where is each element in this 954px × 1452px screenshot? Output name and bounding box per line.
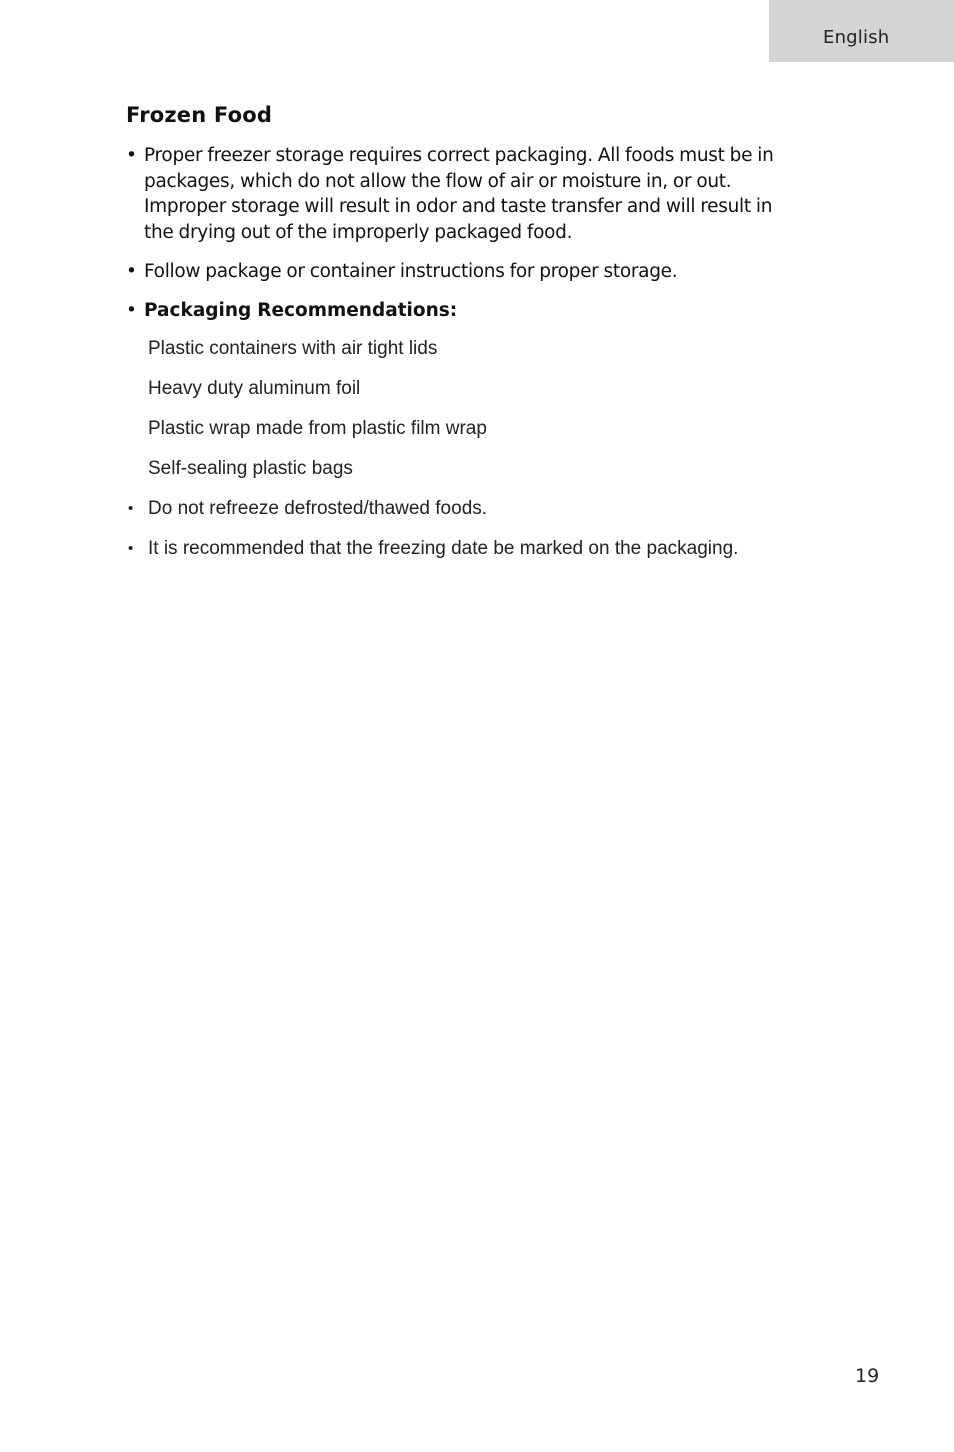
list-item-text: It is recommended that the freezing date be marked on the packaging. [148, 538, 739, 559]
bullet-marker: • [128, 540, 134, 557]
list-item [126, 259, 786, 285]
list-item-text: Proper freezer storage requires correct packaging. All foods must be in packages, which do not allow the flow of air or moisture in, or out. Improper storage will result in odor and taste transfer and will result in the drying out of the improperly packaged food. [144, 145, 774, 243]
packaging-item: Plastic wrap made from plastic film wrap [148, 418, 487, 439]
page-number: 19 [855, 1365, 880, 1387]
section-title: Frozen Food [126, 103, 273, 127]
list-item [126, 298, 786, 324]
list-item [128, 497, 487, 521]
bullet-marker: • [126, 145, 137, 166]
packaging-item: Plastic containers with air tight lids [148, 338, 438, 359]
language-label: English [823, 27, 890, 48]
bullet-marker: • [126, 300, 137, 321]
packaging-item: Self-sealing plastic bags [148, 458, 353, 479]
language-tab [769, 0, 954, 62]
packaging-item: Heavy duty aluminum foil [148, 378, 361, 399]
bullet-marker: • [126, 261, 137, 282]
list-item-text: Follow package or container instructions for proper storage. [144, 261, 678, 282]
list-item [126, 143, 786, 245]
packaging-recommendations-heading: Packaging Recommendations: [144, 300, 458, 321]
list-item [128, 537, 738, 561]
bullet-marker: • [128, 500, 134, 517]
list-item-text: Do not refreeze defrosted/thawed foods. [148, 498, 488, 519]
